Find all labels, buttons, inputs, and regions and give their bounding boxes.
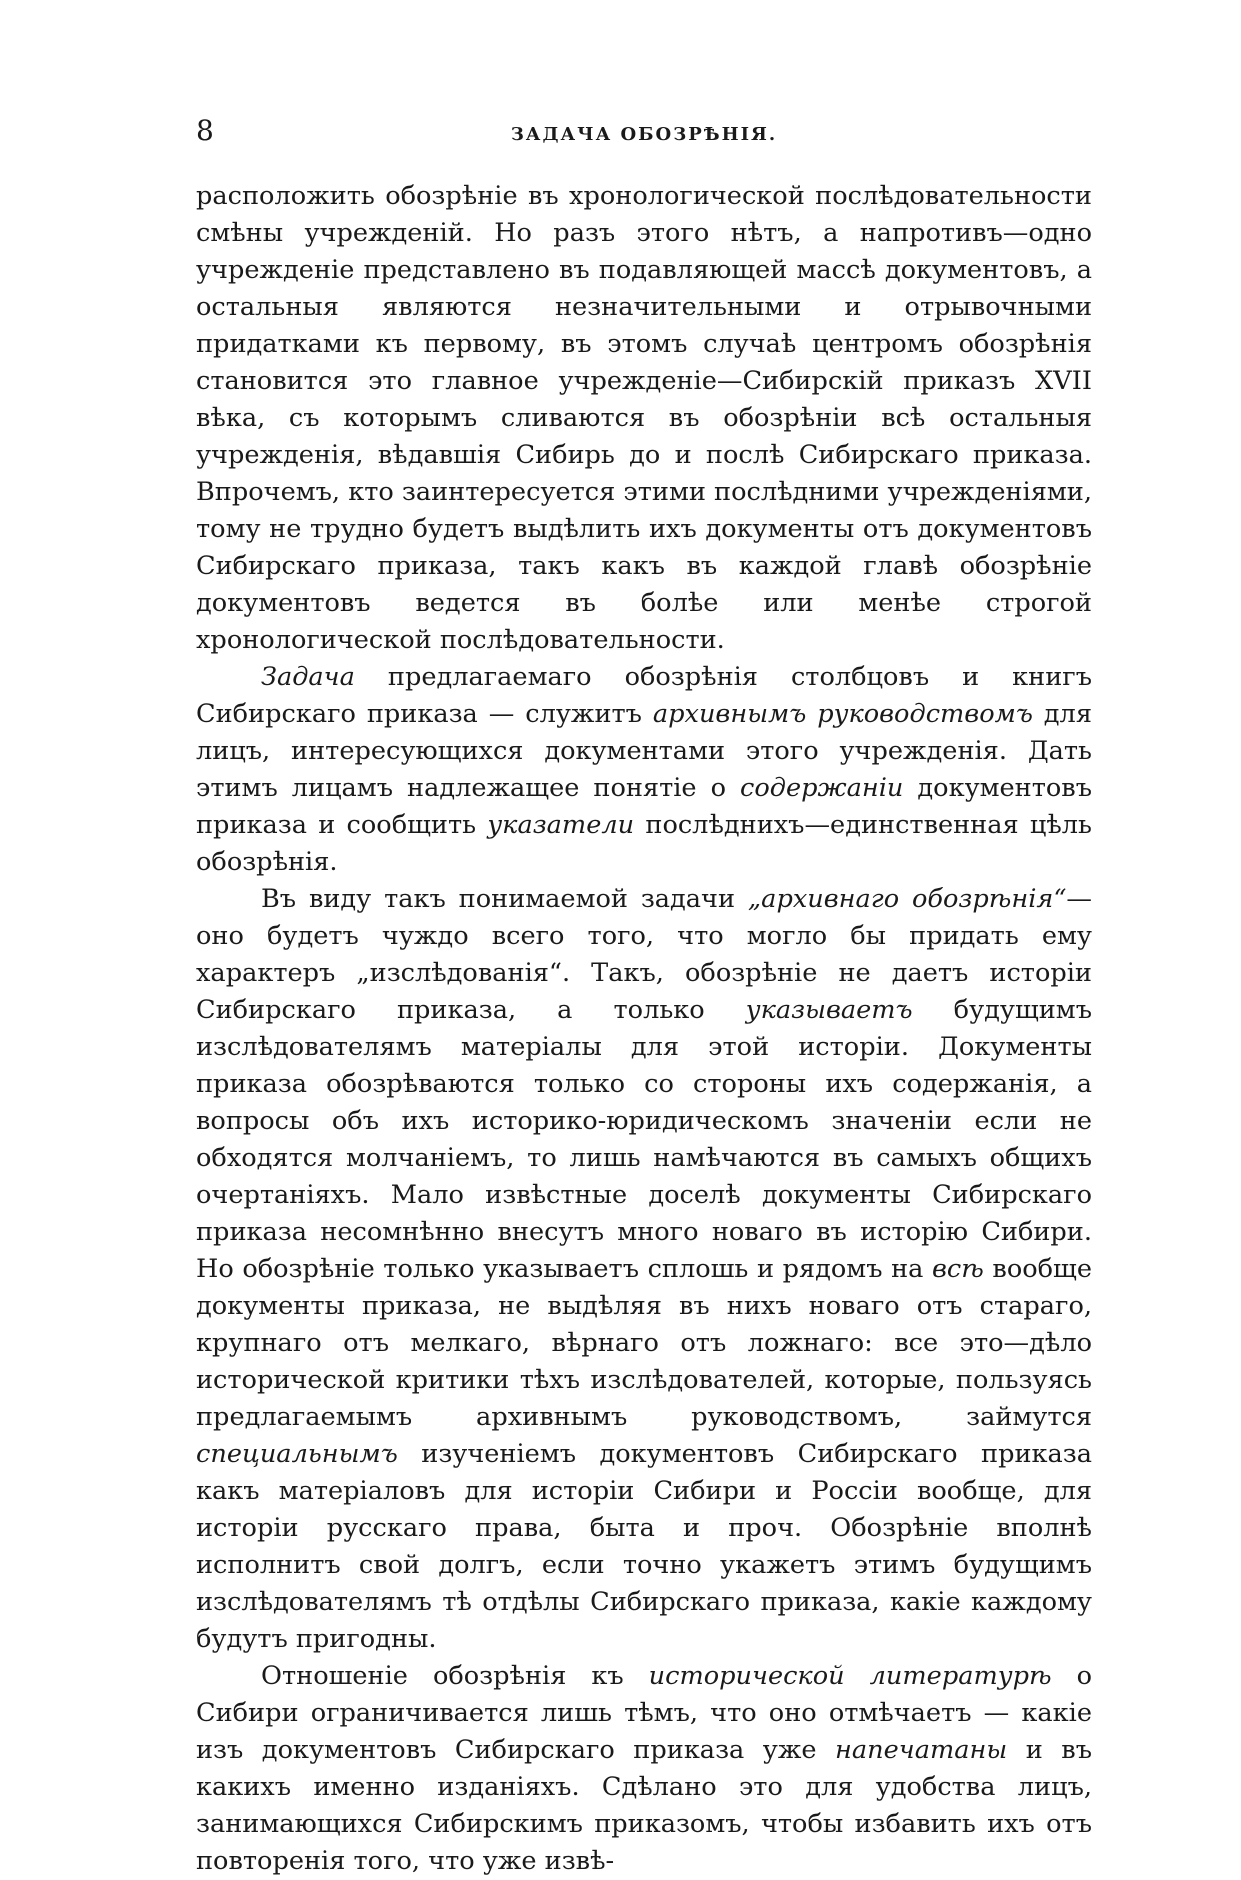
paragraph [196,881,1092,1658]
emphasis-text: специальнымъ [196,1439,398,1469]
paragraph [196,1658,1092,1880]
body-text-run: вообще документы приказа, не выдѣляя въ нихъ новаго отъ стараго, крупнаго отъ мелкаго, вѣрнаго отъ ложнаго: все это—дѣло исторической критики тѣхъ изслѣдователей, которые, пользуясь предлагаемымъ архивнымъ руководствомъ, займутся [196,1254,1092,1432]
page-header [196,114,1092,156]
paragraph [196,659,1092,881]
emphasis-text: содержаніи [740,773,904,803]
body-text-run: изученіемъ документовъ Сибирскаго приказа какъ матеріаловъ для исторіи Сибири и Россіи вообще, для исторіи русскаго права, быта и проч. Обозрѣніе вполнѣ исполнитъ свой долгъ, если точно укажетъ этимъ будущимъ изслѣдователямъ тѣ отдѣлы Сибирскаго приказа, какіе каждому будутъ пригодны. [196,1439,1092,1654]
emphasis-text: архивнымъ руководствомъ [652,699,1033,729]
body-text-run: Отношеніе обозрѣнія къ [261,1661,649,1691]
body-text-run: будущимъ изслѣдователямъ матеріалы для этой исторіи. Документы приказа обозрѣваются только со стороны ихъ содержанія, а вопросы объ ихъ историко-юридическомъ значеніи если не обходятся молчаніемъ, то лишь намѣчаются въ самыхъ общихъ очертаніяхъ. Мало извѣстные доселѣ документы Сибирскаго приказа несомнѣнно внесутъ много новаго въ исторію Сибири. Но обозрѣніе только указываетъ сплошь и рядомъ на [196,995,1092,1284]
running-title: ЗАДАЧА ОБОЗРѢНІЯ. [510,124,778,145]
body-text-run: документовъ приказа и сообщить [196,773,1093,840]
page-number: 8 [196,114,214,147]
emphasis-text: указываетъ [745,995,913,1025]
body-text-run: —оно будетъ чуждо всего того, что могло бы придать ему характеръ „изслѣдованія“. Такъ, обозрѣніе не даетъ исторіи Сибирскаго приказа, а только [196,884,1092,1025]
body-text-run: и въ какихъ именно изданіяхъ. Сдѣлано это для удобства лицъ, занимающихся Сибирскимъ приказомъ, чтобы избавить ихъ отъ повторенія того, что уже извѣ- [196,1735,1092,1876]
emphasis-text: исторической литературѣ [648,1661,1052,1691]
paragraph [196,178,1092,659]
body-text-run: послѣднихъ—единственная цѣль обозрѣнія. [196,810,1092,877]
emphasis-text: напечатаны [835,1735,1008,1765]
body-text-run: для лицъ, интересующихся документами этого учрежденія. Дать этимъ лицамъ надлежащее понятіе о [196,699,1092,803]
body-text-run: предлагаемаго обозрѣнія столбцовъ и книгъ Сибирскаго приказа — служитъ [196,662,1092,729]
emphasis-text: всѣ [932,1254,984,1284]
body-text [196,178,1092,1880]
emphasis-text: Задача [261,662,355,692]
body-text-run: Въ виду такъ понимаемой задачи [261,884,748,914]
emphasis-text: указатели [487,810,635,840]
body-text-run: о Сибири ограничивается лишь тѣмъ, что оно отмѣчаетъ — какіе изъ документовъ Сибирскаго приказа уже [196,1661,1092,1765]
body-text-run: расположить обозрѣніе въ хронологической послѣдовательности смѣны учрежденій. Но разъ этого нѣтъ, а напротивъ—одно учрежденіе представлено въ подавляющей массѣ документовъ, а остальныя являются незначительными и отрывочными придатками къ первому, въ этомъ случаѣ центромъ обозрѣнія становится это главное учрежденіе—Сибирскій приказъ XVII вѣка, съ которымъ сливаются въ обозрѣніи всѣ остальныя учрежденія, вѣдавшія Сибирь до и послѣ Сибирскаго приказа. Впрочемъ, кто заинтересуется этими послѣдними учрежденіями, тому не трудно будетъ выдѣлить ихъ документы отъ документовъ Сибирскаго приказа, такъ какъ въ каждой главѣ обозрѣніе документовъ ведется въ болѣе или менѣе строгой хронологической послѣдовательности. [196,181,1092,655]
emphasis-text: „архивнаго обозрѣнія“ [747,884,1067,914]
